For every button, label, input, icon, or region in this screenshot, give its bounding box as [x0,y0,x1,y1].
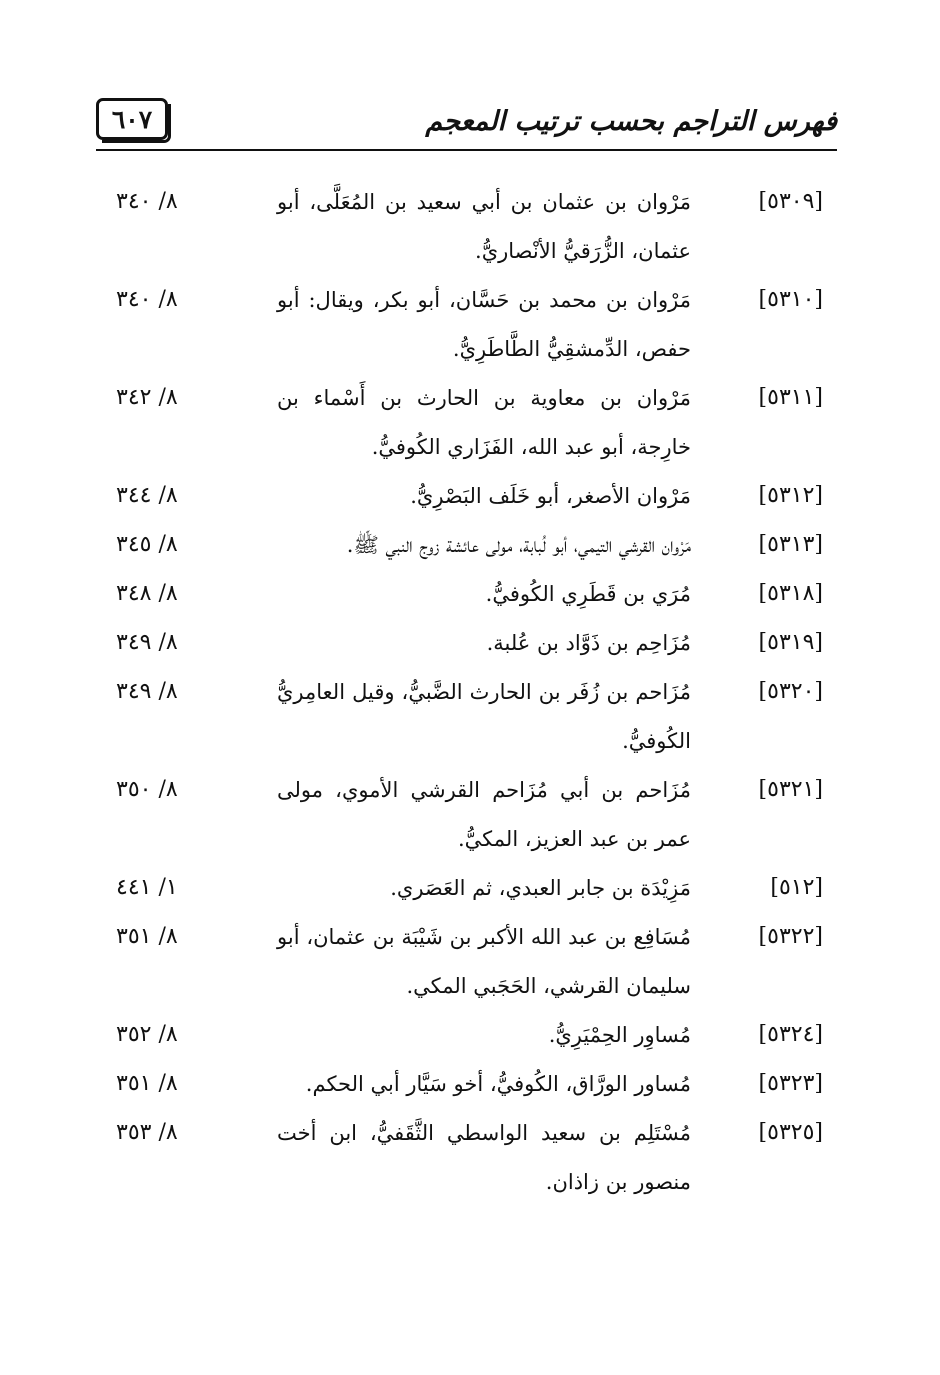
entry-text: مَرْوان القرشي التيمي، أبو لُبابة، مولى عائشة زوج النبي ﷺ. [346,533,691,557]
entry-text: مَرْوان الأصغر، أبو خَلَف البَصْرِيُّ. [410,484,691,508]
volume-page-reference: ٨/ ٣٤٨ [116,581,178,606]
entry-text: مُزَاحم بن أبي مُزَاحم القرشي الأموي، مولى عمر بن عبد العزيز، المكيُّ. [277,778,691,851]
list-item [0,472,940,521]
list-item [0,668,940,766]
volume-page-reference: ٨/ ٣٤٠ [116,189,178,214]
list-item [0,1109,940,1207]
entry-number: [٥٣١٢] [758,483,823,508]
page-title: فهرس التراجم بحسب ترتيب المعجم [425,106,837,137]
entry-number: [٥٣١٣] [758,532,823,557]
volume-page-reference: ٨/ ٣٤٠ [116,287,178,312]
volume-page-reference: ١/ ٤٤١ [116,875,178,900]
entry-text: مُسَافِع بن عبد الله الأكبر بن شَيْبَة بن عثمان، أبو سليمان القرشي، الحَجَبي المكي. [277,925,691,998]
entry-number: [٥٣٢٠] [758,679,823,704]
list-item [0,570,940,619]
entry-number: [٥٣٢٣] [758,1071,823,1096]
entry-number: [٥٣١٨] [758,581,823,606]
entry-number: [٥٣٢١] [758,777,823,802]
entry-text: مَزِيْدَة بن جابر العبدي، ثم العَصَري. [390,876,691,900]
entry-number: [٥٣١٠] [758,287,823,312]
page-number: ٦٠٧ [96,98,168,140]
volume-page-reference: ٨/ ٣٥٣ [116,1120,178,1145]
header-divider [96,149,837,151]
volume-page-reference: ٨/ ٣٥٢ [116,1022,178,1047]
list-item [0,276,940,374]
entry-text: مَرْوان بن عثمان بن أبي سعيد بن المُعَلَّى، أبو عثمان، الزُّرَقيُّ الأنْصاريُّ. [277,190,691,263]
volume-page-reference: ٨/ ٣٤٩ [116,679,178,704]
list-item [0,178,940,276]
volume-page-reference: ٨/ ٣٤٢ [116,385,178,410]
volume-page-reference: ٨/ ٣٤٥ [116,532,178,557]
entry-number: [٥٣٠٩] [758,189,823,214]
volume-page-reference: ٨/ ٣٥١ [116,924,178,949]
entry-number: [٥٣١١] [758,385,823,410]
list-item [0,1011,940,1060]
volume-page-reference: ٨/ ٣٤٤ [116,483,178,508]
volume-page-reference: ٨/ ٣٤٩ [116,630,178,655]
list-item [0,521,940,570]
entry-list [0,178,940,1358]
list-item [0,374,940,472]
entry-number: [٥٣٢٢] [758,924,823,949]
entry-text: مُساوِر الحِمْيَرِيُّ. [548,1023,691,1047]
entry-number: [٥٣٢٤] [758,1022,823,1047]
list-item [0,766,940,864]
volume-page-reference: ٨/ ٣٥٠ [116,777,178,802]
volume-page-reference: ٨/ ٣٥١ [116,1071,178,1096]
entry-text: مُساور الورَّاق، الكُوفيُّ، أخو سَيَّار أبي الحكم. [305,1072,691,1096]
entry-text: مُزَاحم بن زُفَر بن الحارث الضَّبيُّ، وقيل العامِريُّ الكُوفيُّ. [277,680,691,753]
entry-text: مَرْوان بن معاوية بن الحارث بن أَسْماء بن خارِجة، أبو عبد الله، الفَزَاري الكُوفيُّ. [277,386,691,459]
list-item [0,619,940,668]
entry-text: مُزَاحِم بن ذَوَّاد بن عُلبة. [486,631,691,655]
entry-number: [٥٣٢٥] [758,1120,823,1145]
list-item [0,864,940,913]
entry-number: [٥١٢] [770,875,823,900]
entry-text: مَرْوان بن محمد بن حَسَّان، أبو بكر، ويقال: أبو حفص، الدِّمشقِيُّ الطَّاطَرِيُّ. [277,288,691,361]
entry-text: مُرَي بن قَطَرِي الكُوفيُّ. [485,582,691,606]
entry-number: [٥٣١٩] [758,630,823,655]
list-item [0,913,940,1011]
list-item [0,1060,940,1109]
entry-text: مُسْتَلِم بن سعيد الواسطي الثَّقَفيُّ، ابن أخت منصور بن زاذان. [277,1121,691,1194]
